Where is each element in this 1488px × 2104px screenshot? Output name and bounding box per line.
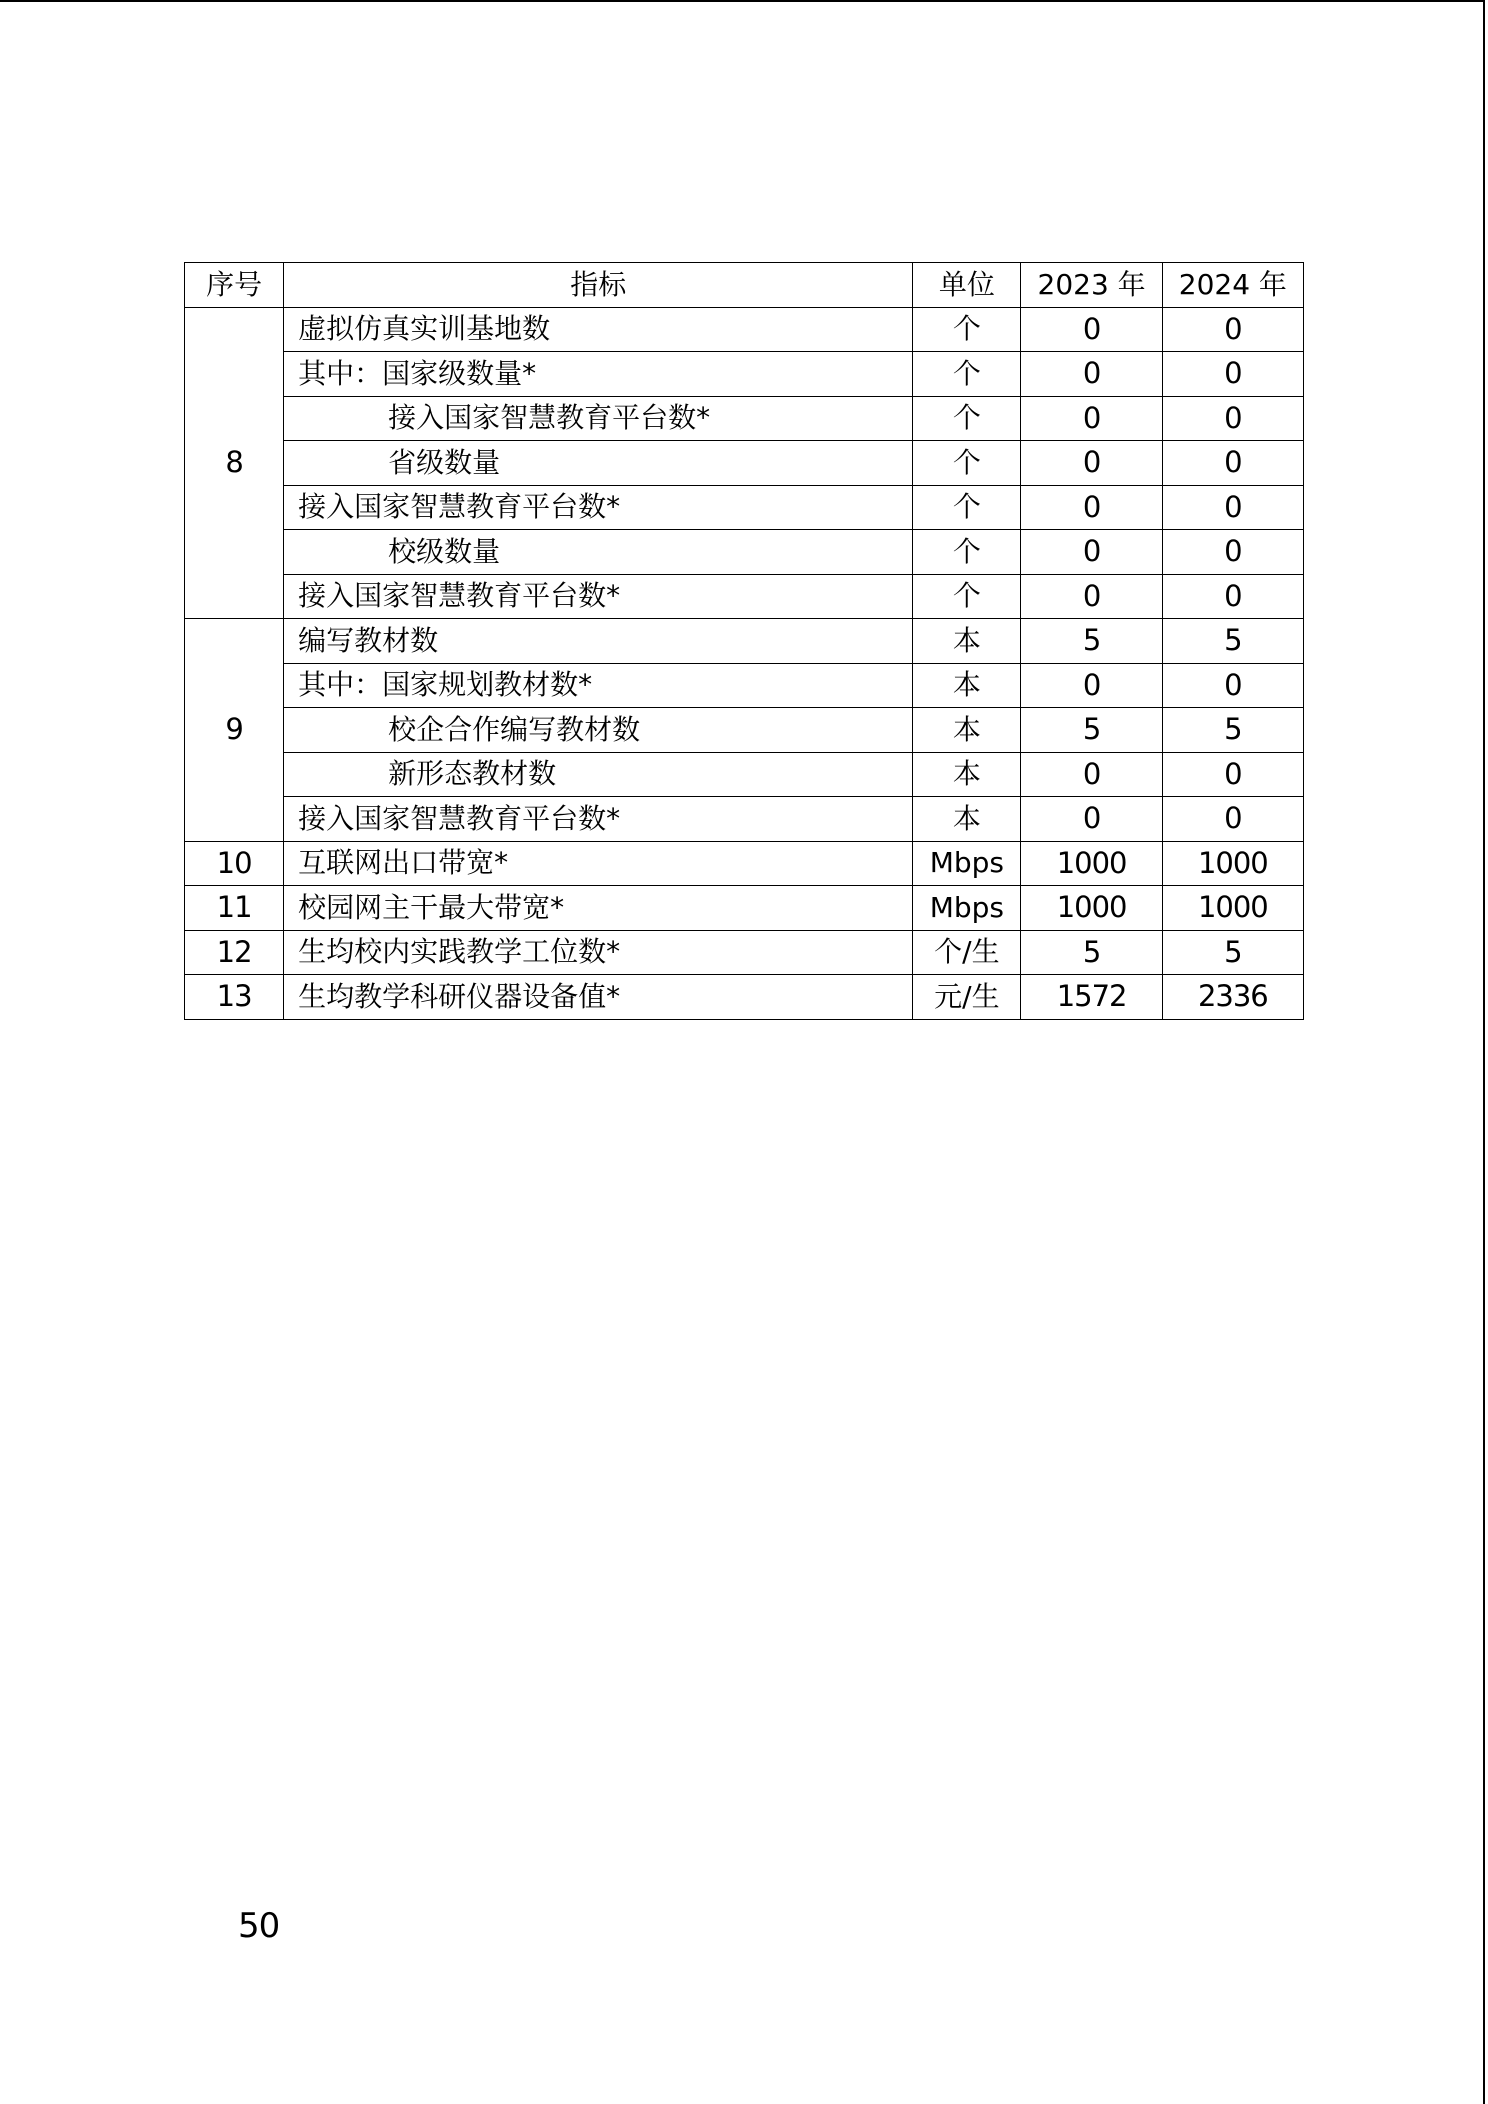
cell-indicator: 接入国家智慧教育平台数* xyxy=(284,396,913,441)
table-row xyxy=(185,886,1304,931)
cell-indicator: 互联网出口带宽* xyxy=(284,841,913,886)
cell-indicator: 省级数量 xyxy=(284,441,913,486)
table-header xyxy=(185,263,1304,308)
cell-value-2024: 0 xyxy=(1162,574,1303,619)
cell-unit: 个 xyxy=(913,352,1021,397)
table-row xyxy=(185,797,1304,842)
cell-value-2024: 0 xyxy=(1162,485,1303,530)
cell-value-2023: 0 xyxy=(1021,352,1162,397)
cell-indicator: 校级数量 xyxy=(284,530,913,575)
header-year-2024: 2024 年 xyxy=(1162,263,1303,308)
cell-value-2023: 0 xyxy=(1021,574,1162,619)
cell-indicator: 生均校内实践教学工位数* xyxy=(284,930,913,975)
table-row xyxy=(185,975,1304,1020)
table-row xyxy=(185,708,1304,753)
cell-value-2023: 0 xyxy=(1021,530,1162,575)
cell-unit: 个/生 xyxy=(913,930,1021,975)
cell-value-2023: 0 xyxy=(1021,485,1162,530)
cell-value-2024: 0 xyxy=(1162,797,1303,842)
cell-value-2024: 5 xyxy=(1162,930,1303,975)
cell-value-2023: 1000 xyxy=(1021,886,1162,931)
header-unit: 单位 xyxy=(913,263,1021,308)
cell-value-2023: 0 xyxy=(1021,797,1162,842)
table-row xyxy=(185,307,1304,352)
cell-value-2024: 0 xyxy=(1162,530,1303,575)
cell-value-2024: 1000 xyxy=(1162,886,1303,931)
header-year-2023: 2023 年 xyxy=(1021,263,1162,308)
cell-seq: 10 xyxy=(185,841,284,886)
cell-indicator: 新形态教材数 xyxy=(284,752,913,797)
table-row xyxy=(185,396,1304,441)
cell-value-2023: 0 xyxy=(1021,441,1162,486)
cell-unit: 个 xyxy=(913,307,1021,352)
cell-unit: 本 xyxy=(913,708,1021,753)
cell-value-2023: 0 xyxy=(1021,396,1162,441)
cell-indicator: 编写教材数 xyxy=(284,619,913,664)
indicator-table xyxy=(184,262,1304,1020)
header-indicator: 指标 xyxy=(284,263,913,308)
cell-unit: 个 xyxy=(913,485,1021,530)
cell-indicator: 虚拟仿真实训基地数 xyxy=(284,307,913,352)
cell-seq: 11 xyxy=(185,886,284,931)
cell-value-2023: 0 xyxy=(1021,307,1162,352)
cell-indicator: 接入国家智慧教育平台数* xyxy=(284,485,913,530)
cell-indicator: 其中：国家级数量* xyxy=(284,352,913,397)
cell-value-2023: 0 xyxy=(1021,663,1162,708)
cell-indicator: 接入国家智慧教育平台数* xyxy=(284,797,913,842)
table-header-row xyxy=(185,263,1304,308)
cell-value-2024: 5 xyxy=(1162,619,1303,664)
cell-unit: 个 xyxy=(913,530,1021,575)
cell-value-2023: 5 xyxy=(1021,619,1162,664)
cell-value-2023: 0 xyxy=(1021,752,1162,797)
cell-unit: Mbps xyxy=(913,841,1021,886)
cell-unit: 本 xyxy=(913,752,1021,797)
cell-indicator: 生均教学科研仪器设备值* xyxy=(284,975,913,1020)
cell-unit: 本 xyxy=(913,619,1021,664)
cell-unit: Mbps xyxy=(913,886,1021,931)
table-body xyxy=(185,307,1304,1019)
table-row xyxy=(185,930,1304,975)
table-row xyxy=(185,530,1304,575)
cell-value-2024: 0 xyxy=(1162,396,1303,441)
cell-seq: 13 xyxy=(185,975,284,1020)
cell-unit: 个 xyxy=(913,441,1021,486)
cell-value-2023: 1000 xyxy=(1021,841,1162,886)
cell-unit: 个 xyxy=(913,574,1021,619)
table-row xyxy=(185,352,1304,397)
cell-value-2024: 0 xyxy=(1162,752,1303,797)
cell-unit: 本 xyxy=(913,797,1021,842)
table-row xyxy=(185,485,1304,530)
cell-indicator: 其中：国家规划教材数* xyxy=(284,663,913,708)
cell-value-2023: 5 xyxy=(1021,708,1162,753)
cell-value-2024: 0 xyxy=(1162,352,1303,397)
cell-value-2024: 0 xyxy=(1162,307,1303,352)
table-row xyxy=(185,574,1304,619)
cell-value-2024: 5 xyxy=(1162,708,1303,753)
cell-value-2023: 1572 xyxy=(1021,975,1162,1020)
cell-indicator: 校企合作编写教材数 xyxy=(284,708,913,753)
table-row xyxy=(185,752,1304,797)
cell-value-2024: 1000 xyxy=(1162,841,1303,886)
cell-unit: 本 xyxy=(913,663,1021,708)
cell-value-2024: 0 xyxy=(1162,663,1303,708)
table-row xyxy=(185,841,1304,886)
cell-indicator: 校园网主干最大带宽* xyxy=(284,886,913,931)
table-row xyxy=(185,619,1304,664)
page-number: 50 xyxy=(238,1906,280,1946)
cell-unit: 个 xyxy=(913,396,1021,441)
table-row xyxy=(185,441,1304,486)
table-row xyxy=(185,663,1304,708)
cell-unit: 元/生 xyxy=(913,975,1021,1020)
cell-value-2023: 5 xyxy=(1021,930,1162,975)
cell-indicator: 接入国家智慧教育平台数* xyxy=(284,574,913,619)
cell-value-2024: 2336 xyxy=(1162,975,1303,1020)
cell-seq: 9 xyxy=(185,619,284,842)
header-seq: 序号 xyxy=(185,263,284,308)
cell-value-2024: 0 xyxy=(1162,441,1303,486)
cell-seq: 12 xyxy=(185,930,284,975)
cell-seq: 8 xyxy=(185,307,284,619)
